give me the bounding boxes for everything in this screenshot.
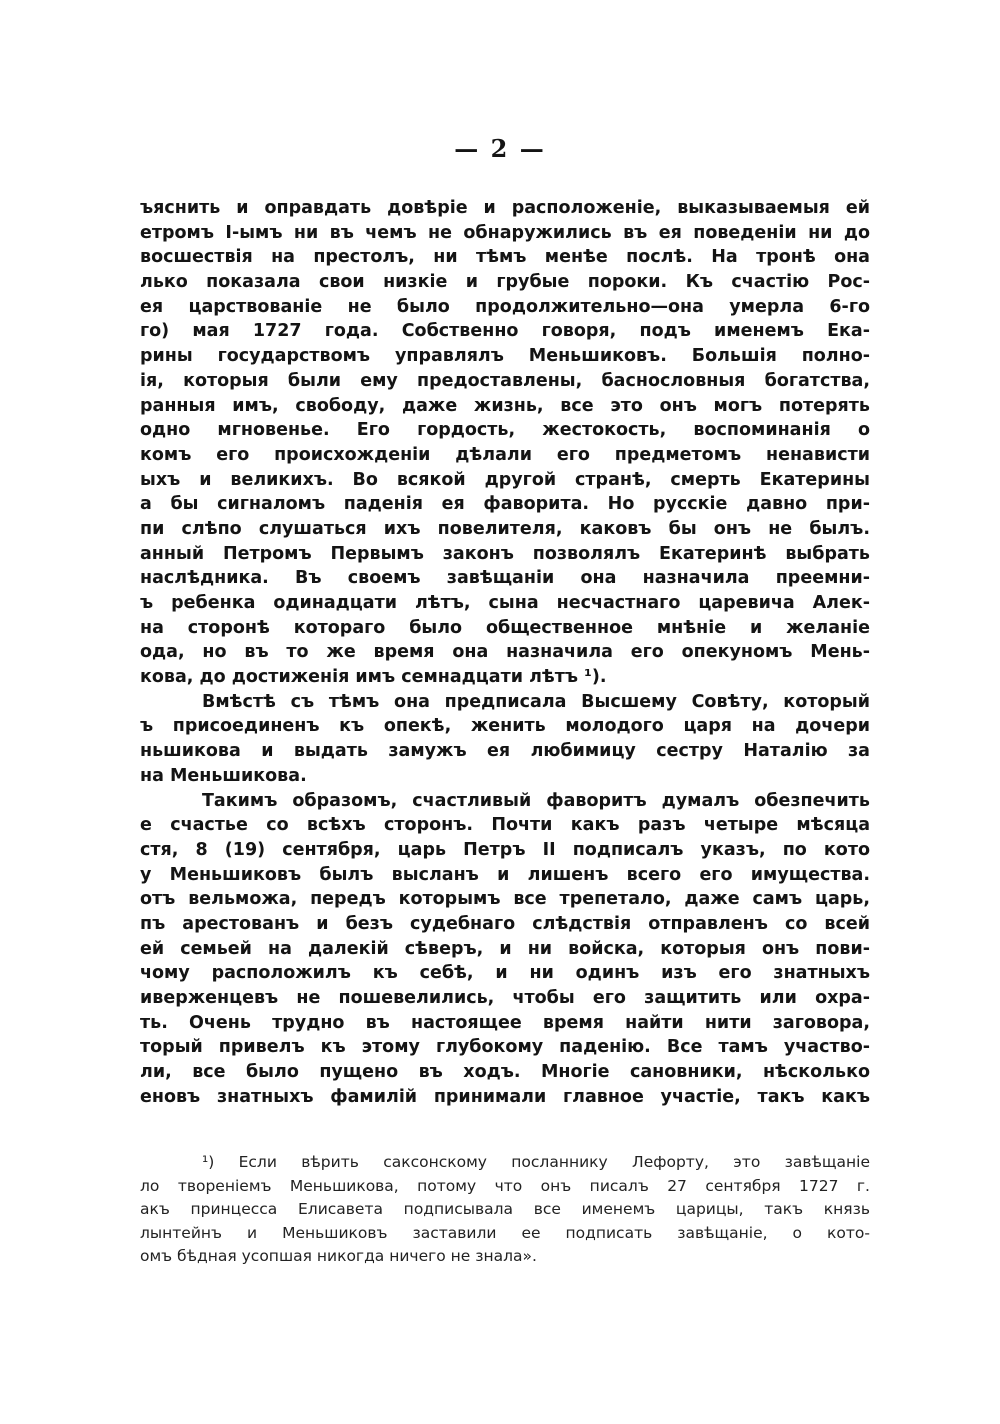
paragraph-2 xyxy=(140,690,870,789)
text-line: ія, которыя были ему предоставлены, баснословныя богатства, xyxy=(140,370,870,391)
footnote-line: акъ принцесса Елисавета подписывала все именемъ царицы, такъ князь xyxy=(140,1200,870,1218)
text-line: рины государствомъ управлялъ Меньшиковъ. Большія полно- xyxy=(140,346,870,367)
text-line: ъ присоединенъ къ опекѣ, женить молодого царя на дочери xyxy=(140,716,870,737)
text-line: анный Петромъ Первымъ законъ позволялъ Екатеринѣ выбрать xyxy=(140,543,870,564)
text-line: етромъ I-ымъ ни въ чемъ не обнаружились въ ея поведеніи ни до xyxy=(140,222,870,243)
footnote xyxy=(140,1151,870,1269)
footnote-line: ло твореніемъ Меньшикова, потому что онъ писалъ 27 сентября 1727 г. xyxy=(140,1176,870,1195)
text-line: чому расположилъ къ себѣ, и ни одинъ изъ его знатныхъ xyxy=(140,963,870,984)
paragraph-1 xyxy=(140,196,870,690)
text-line: стя, 8 (19) сентября, царь Петръ II подписалъ указъ, по кото xyxy=(140,839,870,860)
text-line: пи слѣпо слушаться ихъ повелителя, каковъ бы онъ не былъ. xyxy=(140,518,870,539)
page-number: — 2 — xyxy=(454,134,546,163)
text-line: а бы сигналомъ паденія ея фаворита. Но русскіе давно при- xyxy=(140,494,870,515)
text-line: ли, все было пущено въ ходъ. Многіе сановники, нѣсколько xyxy=(140,1062,870,1083)
footnote-line: лынтейнъ и Меньшиковъ заставили ее подписать завѣщаніе, о кото- xyxy=(140,1223,870,1242)
text-line: Вмѣстѣ съ тѣмъ она предписала Высшему Совѣту, который xyxy=(202,691,870,712)
text-line: Такимъ образомъ, счастливый фаворитъ думалъ обезпечить xyxy=(202,790,870,811)
footnote-line: омъ бѣдная усопшая никогда ничего не знала». xyxy=(140,1247,537,1265)
text-line: ть. Очень трудно въ настоящее время найти нити заговора, xyxy=(140,1012,870,1033)
text-line: на Меньшикова. xyxy=(140,765,307,786)
text-line: одно мгновенье. Его гордость, жестокость, воспоминанія о xyxy=(140,420,870,441)
text-line: у Меньшиковъ былъ высланъ и лишенъ всего его имущества. xyxy=(140,864,870,885)
text-line: на сторонѣ котораго было общественное мнѣніе и желаніе xyxy=(140,617,870,638)
footnote-line: ¹) Если вѣрить саксонскому посланнику Лефорту, это завѣщаніе xyxy=(202,1153,870,1171)
text-line: ей семьей на далекій сѣверъ, и ни войска, которыя онъ пови- xyxy=(140,938,870,959)
text-line: отъ вельможа, передъ которымъ все трепетало, даже самъ царь, xyxy=(140,889,870,910)
text-line: ода, но въ то же время она назначила его опекуномъ Мень- xyxy=(140,642,870,663)
paragraph-3 xyxy=(140,789,870,1110)
text-line: ея царствованіе не было продолжительно—она умерла 6-го xyxy=(140,296,870,317)
text-line: еновъ знатныхъ фамилій принимали главное участіе, такъ какъ xyxy=(140,1086,870,1107)
text-line: го) мая 1727 года. Собственно говоря, подъ именемъ Ека- xyxy=(140,321,870,342)
text-line: наслѣдника. Въ своемъ завѣщаніи она назначила преемни- xyxy=(140,568,870,589)
text-line: лько показала свои низкіе и грубые пороки. Къ счастію Рос- xyxy=(140,272,870,293)
text-line: ыхъ и великихъ. Во всякой другой странѣ, смерть Екатерины xyxy=(140,469,870,490)
main-text xyxy=(140,196,870,1109)
text-line: пъ арестованъ и безъ судебнаго слѣдствія отправленъ со всей xyxy=(140,913,870,934)
text-line: иверженцевъ не пошевелились, чтобы его защитить или охра- xyxy=(140,988,870,1008)
text-line: ньшикова и выдать замужъ ея любимицу сестру Наталію за xyxy=(140,741,870,762)
text-line: ъяснить и оправдать довѣріе и расположеніе, выказываемыя ей xyxy=(140,198,870,218)
text-line: торый привелъ къ этому глубокому паденію. Все тамъ участво- xyxy=(140,1037,870,1058)
text-line: е счастье со всѣхъ сторонъ. Почти какъ разъ четыре мѣсяца xyxy=(140,815,870,836)
text-line: ранныя имъ, свободу, даже жизнь, все это онъ могъ потерять xyxy=(140,395,870,416)
text-line: комъ его происхожденіи дѣлали его предметомъ ненависти xyxy=(140,444,870,465)
text-line: восшествія на престолъ, ни тѣмъ менѣе послѣ. На тронѣ она xyxy=(140,247,870,268)
text-line: ъ ребенка одинадцати лѣтъ, сына несчастнаго царевича Алек- xyxy=(140,593,870,613)
text-line: кова, до достиженія имъ семнадцати лѣтъ ¹). xyxy=(140,667,607,688)
